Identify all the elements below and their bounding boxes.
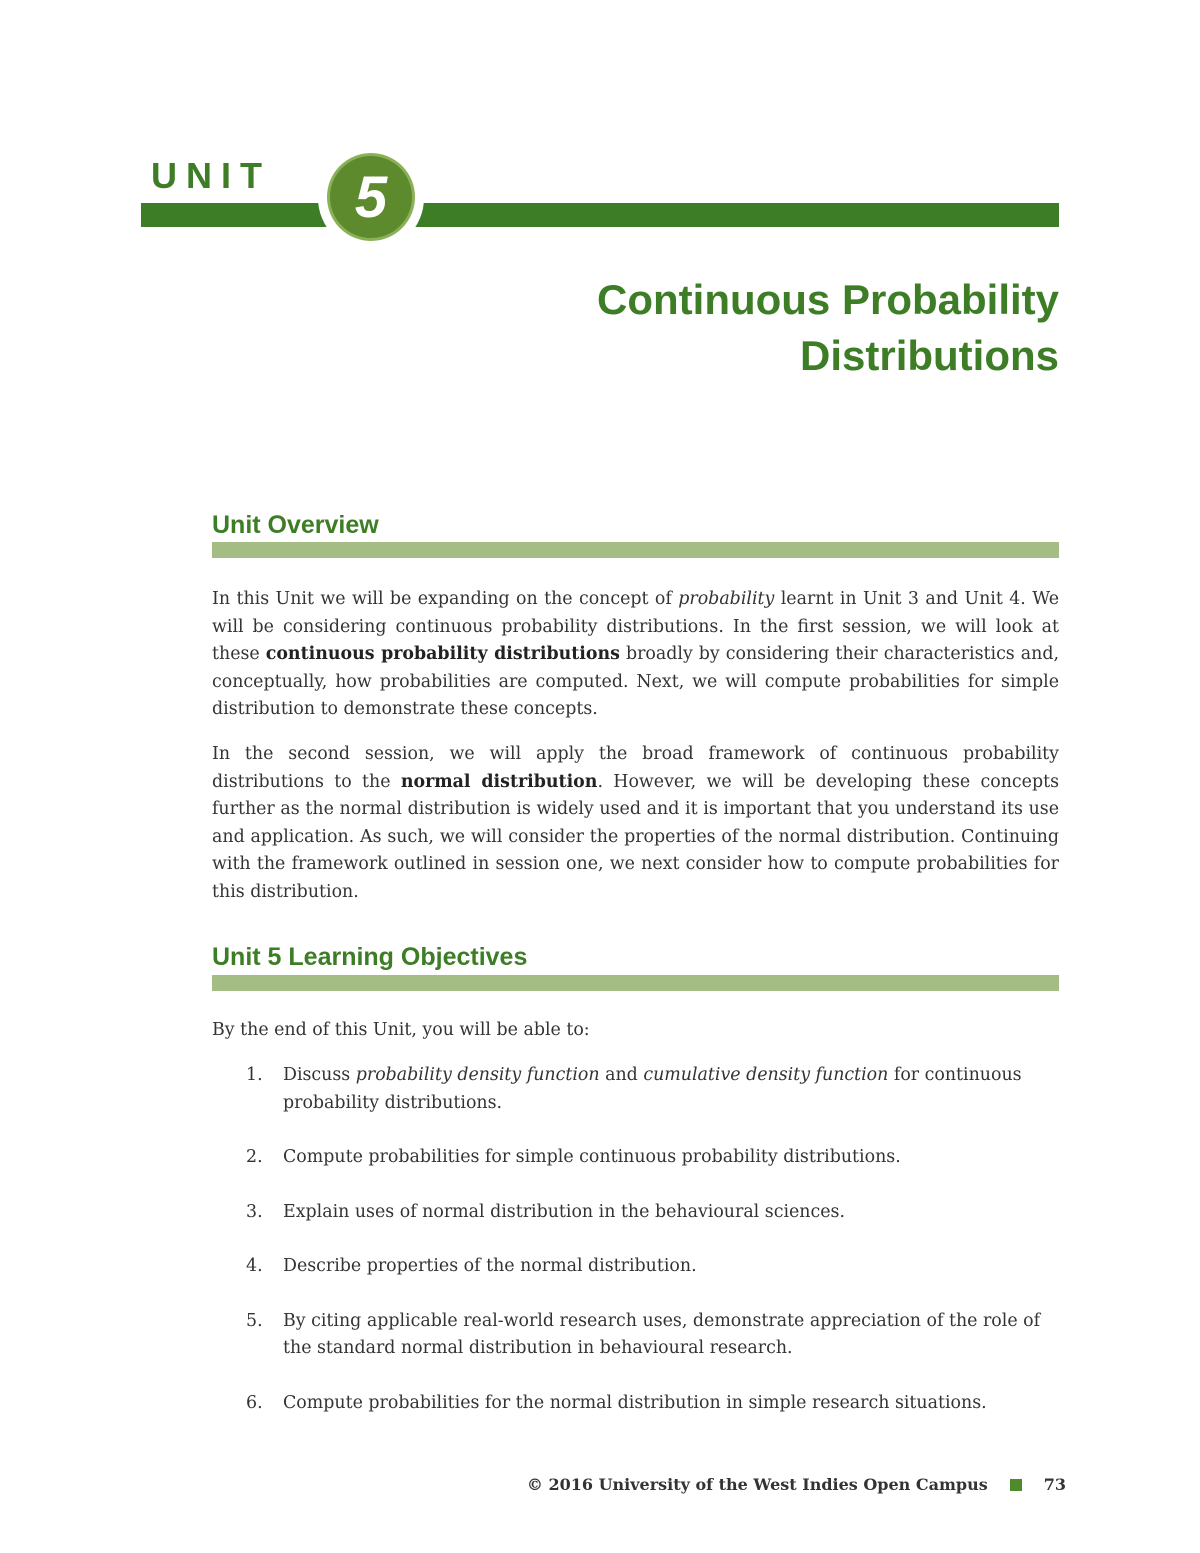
text-run: learnt in Unit 3 and Unit 4. We will be considering continuous probability distributions. In the first session, we will look at these	[212, 589, 1059, 664]
item-text: Describe properties of the normal distribution.	[283, 1256, 697, 1276]
title-line-2: Distributions	[800, 332, 1059, 379]
text-run: for continuous probability distributions.	[283, 1065, 1022, 1113]
item-text: By citing applicable real-world research uses, demonstrate appreciation of the role of the standard normal distribution in behavioural research.	[283, 1310, 1041, 1358]
item-number: 5.	[246, 1310, 263, 1331]
text-run: and	[599, 1065, 644, 1085]
unit-banner-bar	[141, 203, 1059, 227]
text-run: In the second session, we will apply the broad framework of continuous probability distributions to the	[212, 744, 1059, 792]
item-number: 1.	[246, 1065, 263, 1085]
square-bullet-icon	[1010, 1479, 1022, 1491]
overview-paragraph-1	[212, 586, 1059, 724]
unit-label: UNIT	[151, 155, 271, 196]
overview-paragraph-2	[212, 741, 1059, 906]
title-line-1: Continuous Probability	[597, 276, 1059, 323]
page-footer	[527, 1473, 1066, 1497]
copyright-text: © 2016 University of the West Indies Open Campus	[526, 1475, 988, 1494]
list-item	[212, 1253, 1059, 1281]
emphasis-text: probability density function	[355, 1065, 600, 1085]
text-run: broadly by considering their characteristics and, conceptually, how probabilities are computed. Next, we will compute probabilities for simple distribution to demonstrate these concepts.	[212, 644, 1059, 719]
objectives-rule	[212, 975, 1059, 991]
objectives-lead: By the end of this Unit, you will be able to:	[212, 1020, 590, 1040]
unit-number: 5	[354, 165, 388, 230]
emphasis-text: probability	[678, 589, 775, 609]
objectives-list	[212, 1062, 1059, 1417]
list-item	[212, 1390, 1059, 1418]
text-run: Discuss	[283, 1065, 356, 1085]
overview-heading: Unit Overview	[212, 511, 379, 539]
list-item	[212, 1062, 1059, 1117]
item-text: Compute probabilities for the normal distribution in simple research situations.	[283, 1392, 987, 1413]
objectives-heading: Unit 5 Learning Objectives	[212, 943, 528, 971]
list-item	[212, 1308, 1059, 1363]
overview-rule	[212, 542, 1059, 558]
item-number: 6.	[246, 1392, 263, 1413]
item-text: Compute probabilities for simple continuous probability distributions.	[283, 1147, 901, 1167]
item-number: 2.	[246, 1147, 263, 1167]
list-item	[212, 1199, 1059, 1227]
unit-number-badge	[327, 153, 415, 241]
emphasis-text: cumulative density function	[643, 1065, 889, 1085]
text-run: In this Unit we will be expanding on the concept of	[212, 589, 679, 609]
bold-term: continuous probability distributions	[265, 644, 620, 664]
page-number: 73	[1043, 1475, 1066, 1494]
item-text: Explain uses of normal distribution in the behavioural sciences.	[283, 1201, 845, 1222]
item-number: 3.	[246, 1201, 263, 1222]
bold-term: normal distribution	[400, 771, 598, 792]
text-run: . However, we will be developing these concepts further as the normal distribution is widely used and it is important that you understand its use and application. As such, we will consider the properties of the normal distribution. Continuing with the framework outlined in session one, we next consider how to compute probabilities for this distribution.	[212, 771, 1060, 902]
item-number: 4.	[246, 1256, 263, 1276]
page-title	[597, 272, 1059, 384]
list-item	[212, 1144, 1059, 1172]
